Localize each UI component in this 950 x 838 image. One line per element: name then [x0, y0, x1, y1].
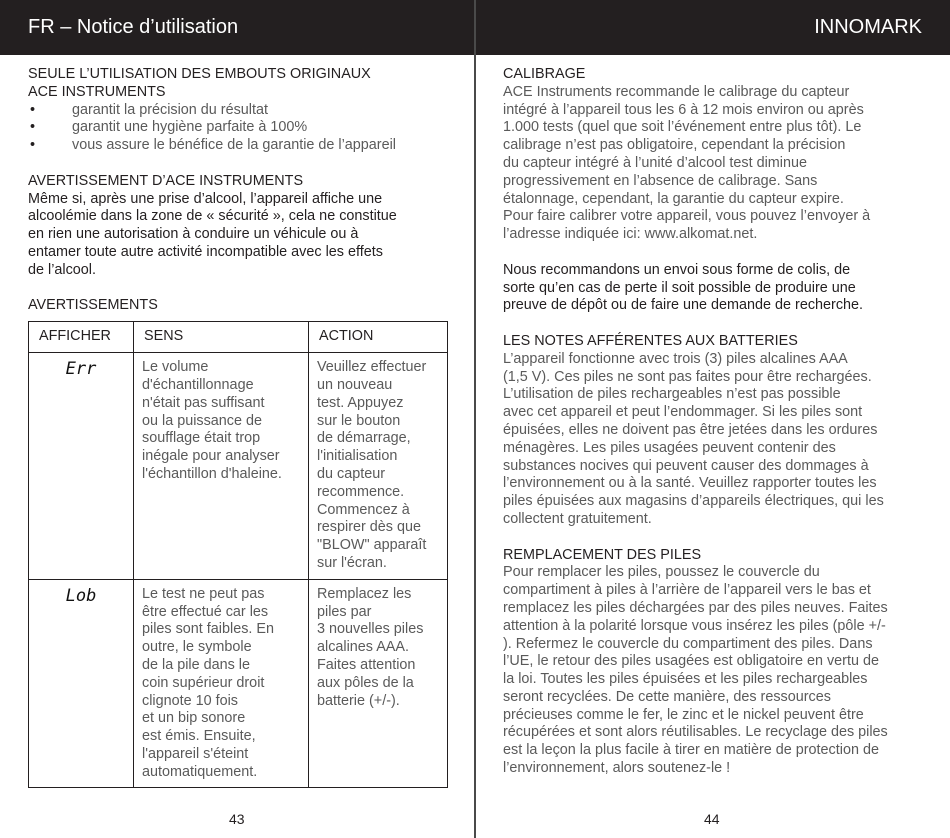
column-header-meaning: SENS	[134, 322, 309, 353]
shipping-note: Nous recommandons un envoi sous forme de colis, de sorte qu’en cas de perte il soit possible de produire une preuve de dépôt ou de faire une demande de recherche.	[503, 261, 864, 314]
table-row	[29, 579, 448, 788]
list-item-text: garantit la précision du résultat	[72, 101, 268, 118]
list-item	[28, 137, 448, 155]
bullet-icon: •	[30, 119, 36, 136]
right-page-header: INNOMARK	[476, 0, 950, 55]
list-item-text: vous assure le bénéfice de la garantie de l’appareil	[72, 137, 397, 154]
right-page-content	[503, 66, 923, 778]
meaning-cell: Le volume d'échantillonnage n'était pas suffisant ou la puissance de soufflage était trop inégale pour analyser l'échantillon d'haleine.	[134, 353, 309, 580]
display-code: Lob	[29, 579, 134, 788]
warnings-heading: AVERTISSEMENTS	[28, 297, 158, 314]
action-cell: Remplacez les piles par 3 nouvelles piles alcalines AAA. Faites attention aux pôles de la batterie (+/-).	[309, 579, 448, 788]
page-number-left: 43	[229, 811, 245, 827]
warning-heading: AVERTISSEMENT D’ACE INSTRUMENTS	[28, 172, 304, 189]
left-page-header: FR – Notice d’utilisation	[0, 0, 474, 55]
meaning-cell: Le test ne peut pas être effectué car les piles sont faibles. En outre, le symbole de la pile dans le coin supérieur droit clignote 10 fois et un bip sonore est émis. Ensuite, l'appareil s'éteint automatiquement.	[134, 579, 309, 788]
battery-replacement-body: Pour remplacer les piles, poussez le couvercle du compartiment à piles à l’arrière de l’appareil vers le bas et remplacez les piles déchargées par des piles neuves. Faites attention à la polarité lorsque vous insérez les piles (pôle +/- ). Refermez le couvercle du compartiment des piles. Dans l’UE, le retour des piles usagées est obligatoire en vertu de la loi. Toutes les piles épuisées et les piles rechargeables seront recyclées. De cette manière, des ressources précieuses comme le fer, le zinc et le nickel peuvent être récupérées et sont alors réutilisables. Le recyclage des piles est la leçon la plus facile à tirer en matière de protection de l’environnement, alors soutenez-le !	[503, 564, 888, 777]
battery-replacement-heading: REMPLACEMENT DES PILES	[503, 546, 702, 563]
page-number-right: 44	[704, 811, 720, 827]
warnings-table	[28, 321, 448, 788]
table-row	[29, 353, 448, 580]
warning-body: Même si, après une prise d’alcool, l’appareil affiche une alcoolémie dans la zone de « sécurité », cela ne constitue en rien une autorisation à conduire un véhicule ou à entamer toute autre activité incompatible avec les effets de l’alcool.	[28, 190, 397, 278]
action-cell: Veuillez effectuer un nouveau test. Appuyez sur le bouton de démarrage, l'initialisation du capteur recommence. Commencez à respirer dès que "BLOW" apparaît sur l'écran.	[309, 353, 448, 580]
calibration-body: ACE Instruments recommande le calibrage du capteur intégré à l’appareil tous les 6 à 12 mois environ ou après 1.000 tests (quel que soit l’événement entre plus tôt). Le calibrage n’est pas obligatoire, cependant la précision du capteur intégré à l’unité d’alcool test diminue progressivement en l’absence de calibrage. Sans étalonnage, cependant, la garantie du capteur expire. Pour faire calibrer votre appareil, vous pouvez l’envoyer à l’adresse indiquée ici: www.alkomat.net.	[503, 83, 871, 243]
list-item	[28, 102, 448, 120]
column-header-action: ACTION	[309, 322, 448, 353]
list-item	[28, 119, 448, 137]
benefits-list	[28, 102, 448, 155]
battery-notes-heading: LES NOTES AFFÉRENTES AUX BATTERIES	[503, 332, 798, 349]
table-header-row	[29, 322, 448, 353]
battery-notes-body: L’appareil fonctionne avec trois (3) piles alcalines AAA (1,5 V). Ces piles ne sont pas faites pour être rechargées. L’utilisation de piles rechargeables n’est pas possible avec cet appareil et peut l’endommager. Si les piles sont épuisées, elles ne doivent pas être jetées dans les ordures ménagères. Les piles usagées peuvent contenir des substances nocives qui peuvent causer des dommages à l’environnement ou à la santé. Veuillez rapporter toutes les piles épuisées aux magasins d’appareils électriques, qui les collectent gratuitement.	[503, 350, 884, 527]
page-divider	[474, 0, 476, 838]
bullet-icon: •	[30, 137, 36, 154]
bullet-icon: •	[30, 101, 36, 118]
display-code: Err	[29, 353, 134, 580]
original-tips-heading: SEULE L’UTILISATION DES EMBOUTS ORIGINAUX ACE INSTRUMENTS	[28, 66, 371, 100]
left-page-content	[28, 66, 448, 788]
column-header-display: AFFICHER	[29, 322, 134, 353]
calibration-heading: CALIBRAGE	[503, 66, 586, 82]
list-item-text: garantit une hygiène parfaite à 100%	[72, 119, 308, 136]
